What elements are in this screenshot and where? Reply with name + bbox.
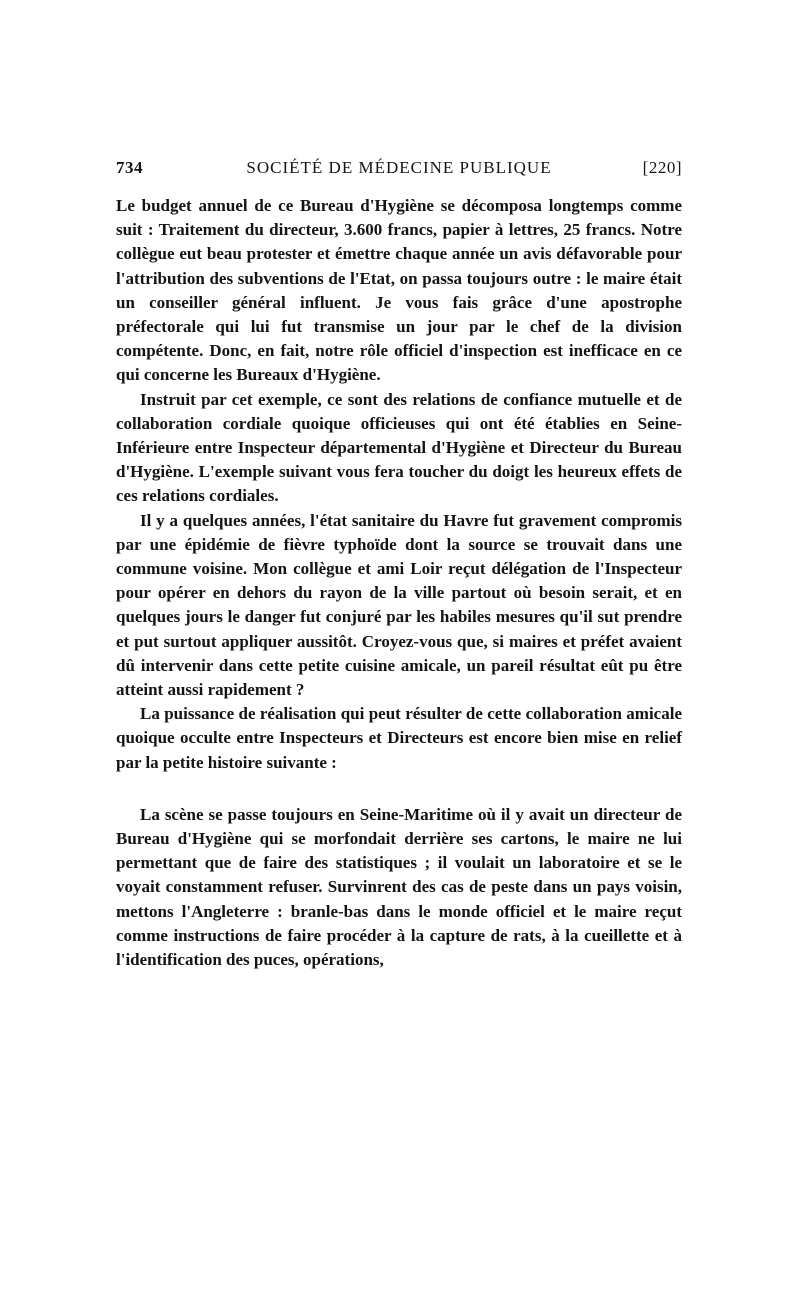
running-head — [116, 152, 682, 182]
paragraph-havre: Il y a quelques années, l'état sanitaire du Havre fut gravement compromis par une épidémie de fièvre typhoïde dont la source se trouvait dans une commune voisine. Mon collègue et ami Loir reçut délégation de l'Inspecteur pour opérer en dehors du rayon de la ville partout où besoin serait, et en quelques jours le danger fut conjuré par les habiles mesures qu'il sut prendre et put surtout appliquer aussitôt. Croyez-vous que, si maires et préfet avaient dû intervenir dans cette petite cuisine amicale, un pareil résultat eût pu être atteint aussi rapidement ? — [116, 510, 682, 700]
book-page — [116, 152, 682, 972]
page-number: 734 — [116, 158, 143, 177]
paragraph-budget: Le budget annuel de ce Bureau d'Hygiène se décomposa longtemps comme suit : Traitement du directeur, 3.600 francs, papier à lettres, 25 francs. Notre collègue eut beau protester et émettre chaque année un avis défavorable pour l'attribution des subventions de l'Etat, on passa toujours outre : le maire était un conseiller général influent. Je vous fais grâce d'une apostrophe préfectorale qui lui fut transmise un jour par le chef de la division compétente. Donc, en fait, notre rôle officiel d'inspection est inefficace en ce qui concerne les Bureaux d'Hygiène. — [116, 196, 682, 385]
running-title: SOCIÉTÉ DE MÉDECINE PUBLIQUE — [246, 158, 552, 177]
paragraph-scene: La scène se passe toujours en Seine-Maritime où il y avait un directeur de Bureau d'Hygiène qui se morfondait derrière ses cartons, le maire ne lui permettant que de faire des statistiques ; il voulait un laboratoire et se le voyait constamment refuser. Survinrent des cas de peste dans un pays voisin, mettons l'Angleterre : branle-bas dans le monde officiel et le maire reçut comme instructions de faire procéder à la capture de rats, à la cueillette et à l'identification des puces, opérations, — [116, 804, 682, 970]
paragraph-puissance: La puissance de réalisation qui peut résulter de cette collaboration amicale quoique occulte entre Inspecteurs et Directeurs est encore bien mise en relief par la petite histoire suivante : — [116, 704, 682, 772]
body-text — [116, 194, 682, 972]
page-reference: [220] — [642, 158, 682, 177]
paragraph-confiance: Instruit par cet exemple, ce sont des relations de confiance mutuelle et de collaboration cordiale quoique officieuses qui ont été établies en Seine-Inférieure entre Inspecteur départemental d'Hygiène et Directeur du Bureau d'Hygiène. L'exemple suivant vous fera toucher du doigt les heureux effets de ces relations cordiales. — [116, 389, 682, 506]
